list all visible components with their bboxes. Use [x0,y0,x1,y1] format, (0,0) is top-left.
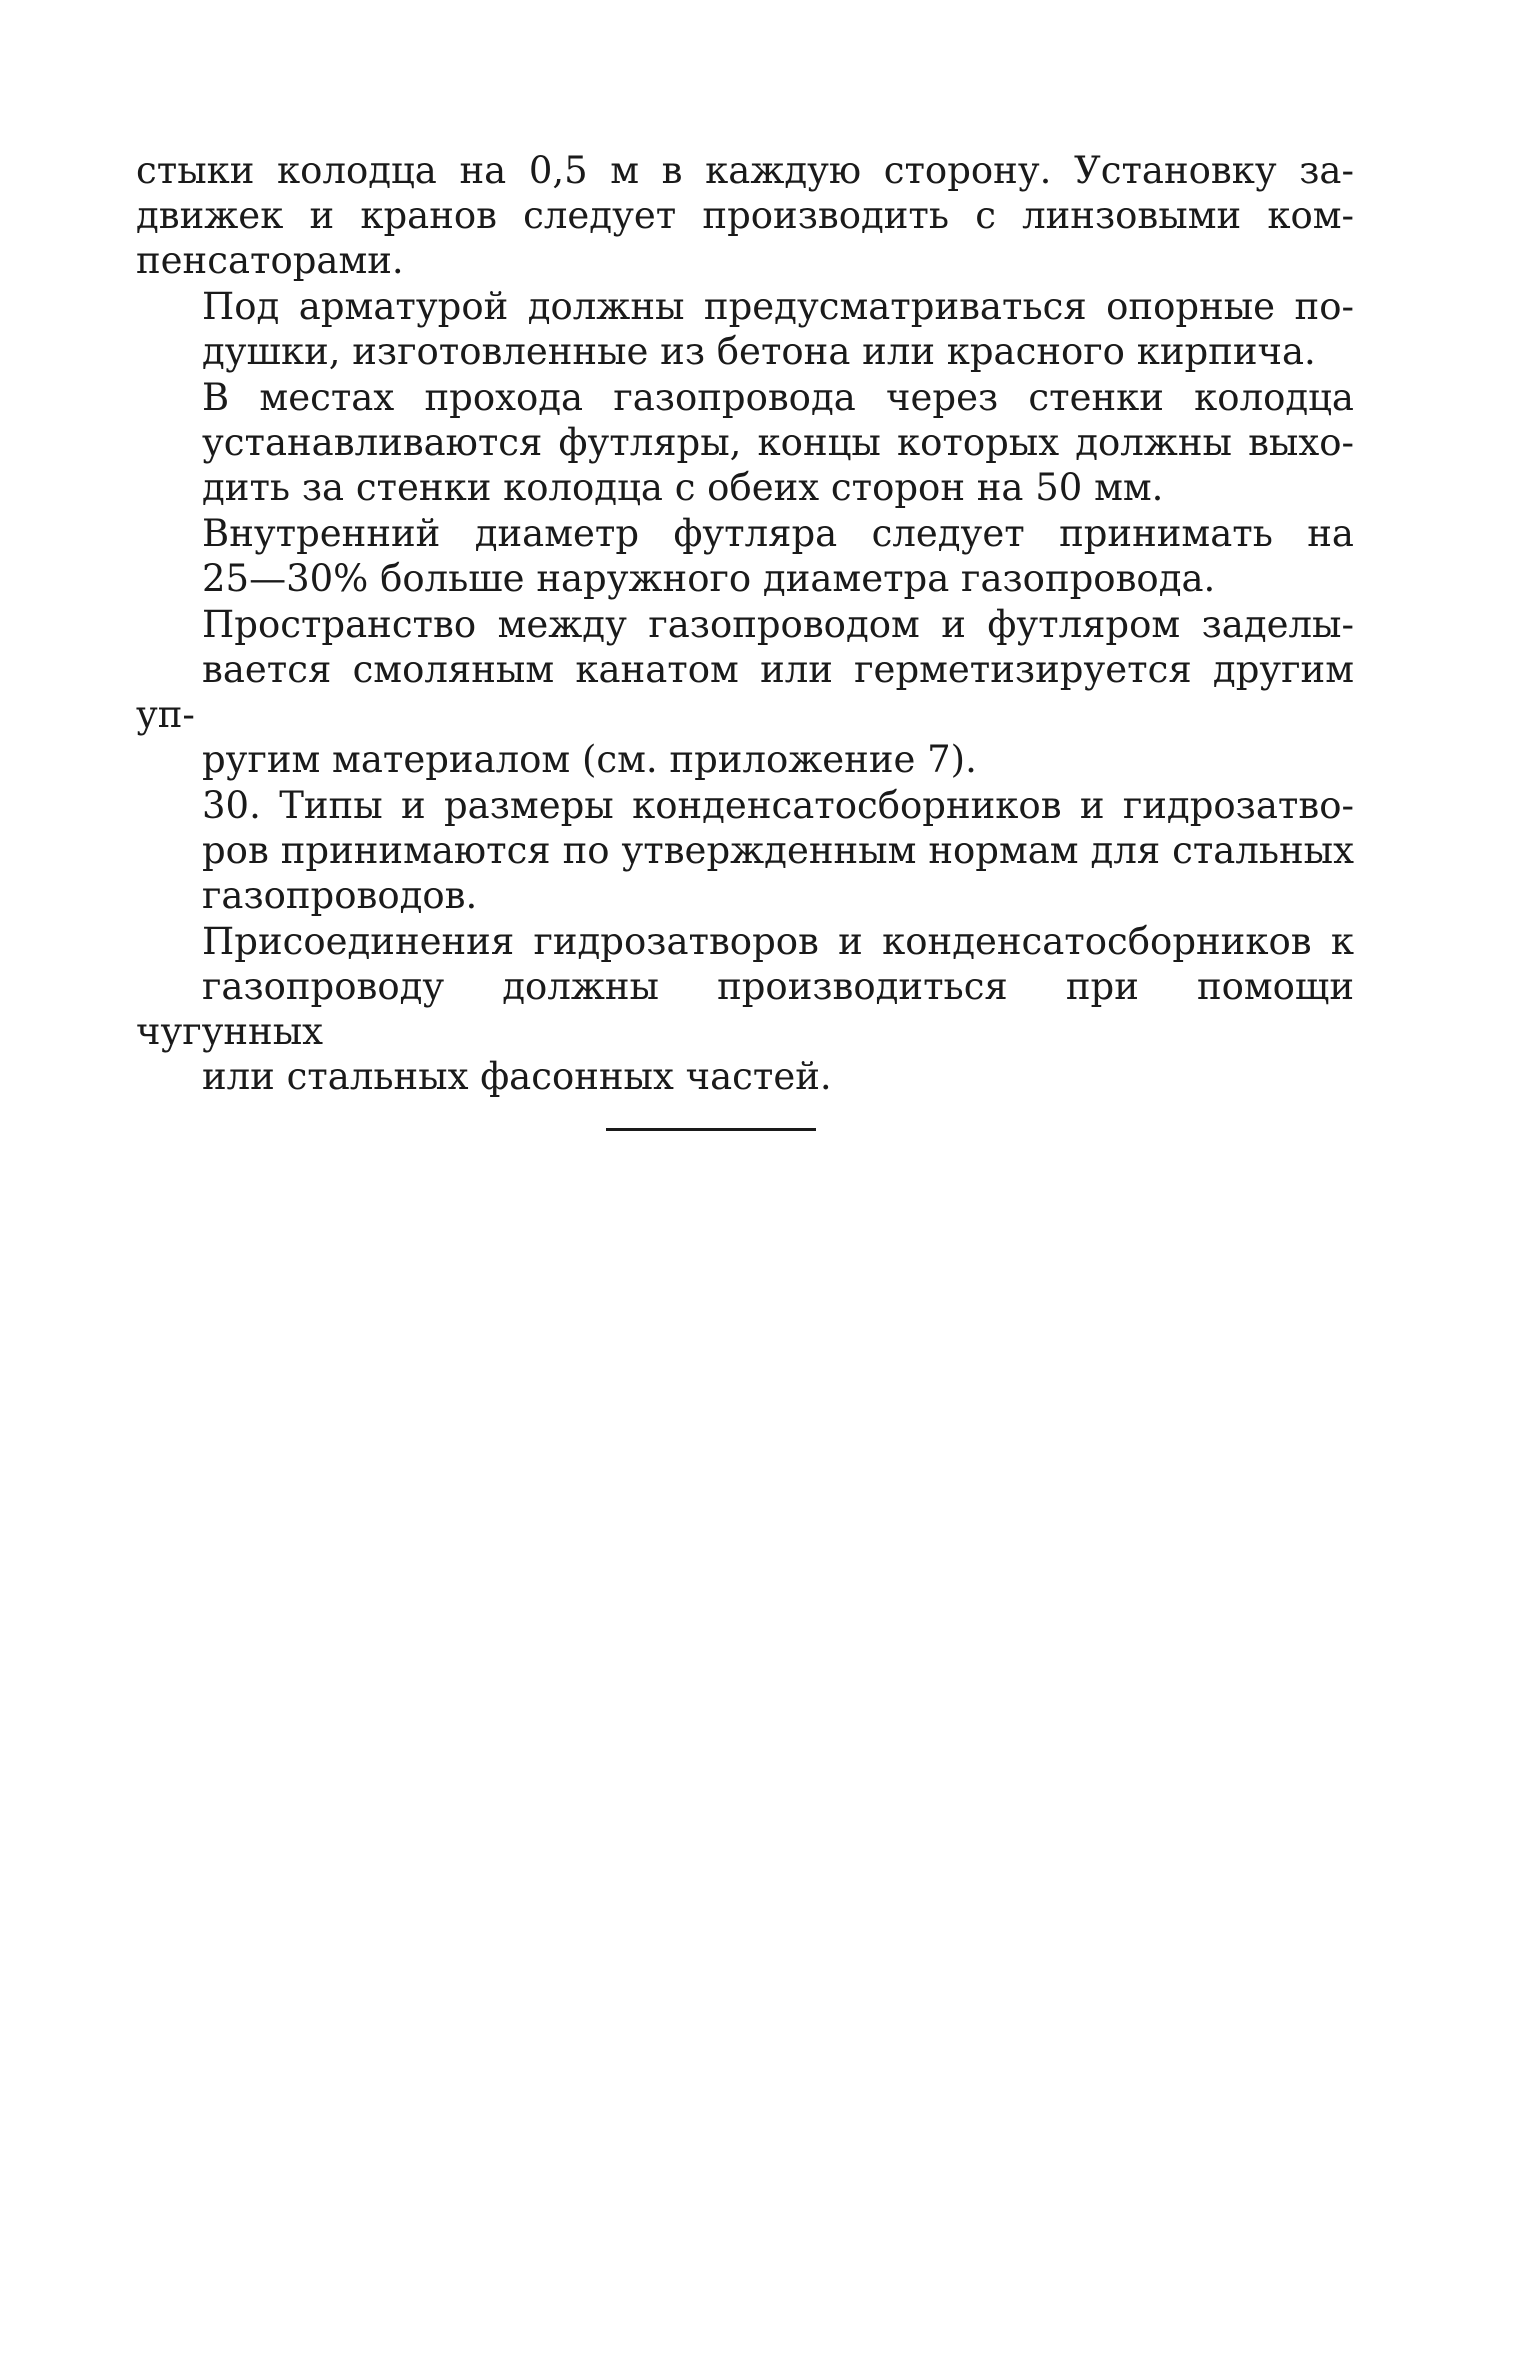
end-divider [606,1128,816,1131]
text-line: Под арматурой должны предусматриваться опорные по- [202,285,1354,328]
text-line: стыки колодца на 0,5 м в каждую сторону. Установку за- [136,149,1354,192]
paragraph-7 [136,919,1354,1099]
text-line: дить за стенки колодца с обеих сторон на 50 мм. [202,466,1164,509]
text-line: 30. Типы и размеры конденсатосборников и гидрозатво- [202,784,1354,827]
text-line: ров принимаются по утвержденным нормам для стальных [202,829,1354,872]
text-line: устанавливаются футляры, концы которых должны выхо- [202,421,1354,464]
text-line: Пространство между газопроводом и футляром заделы- [202,603,1354,646]
paragraph-1 [136,148,1354,283]
text-line: газопроводов. [202,874,478,917]
text-line: пенсаторами. [136,239,404,282]
text-line: движек и кранов следует производить с линзовыми ком- [136,194,1354,237]
paragraph-6 [136,783,1354,918]
paragraph-3 [136,375,1354,510]
text-line: ругим материалом (см. приложение 7). [202,738,977,781]
text-line: или стальных фасонных частей. [202,1055,832,1098]
text-line: вается смоляным канатом или герметизируется другим уп- [136,648,1354,736]
paragraph-4 [136,511,1354,601]
paragraph-2 [136,284,1354,374]
text-line: 25—30% больше наружного диаметра газопровода. [202,557,1216,600]
body-text [136,148,1354,1100]
text-line: газопроводу должны производиться при помощи чугунных [136,965,1354,1053]
text-line: душки, изготовленные из бетона или красного кирпича. [202,330,1316,373]
text-line: Внутренний диаметр футляра следует принимать на [202,512,1354,555]
text-line: Присоединения гидрозатворов и конденсатосборников к [202,920,1354,963]
paragraph-5 [136,602,1354,782]
text-line: В местах прохода газопровода через стенки колодца [202,376,1354,419]
